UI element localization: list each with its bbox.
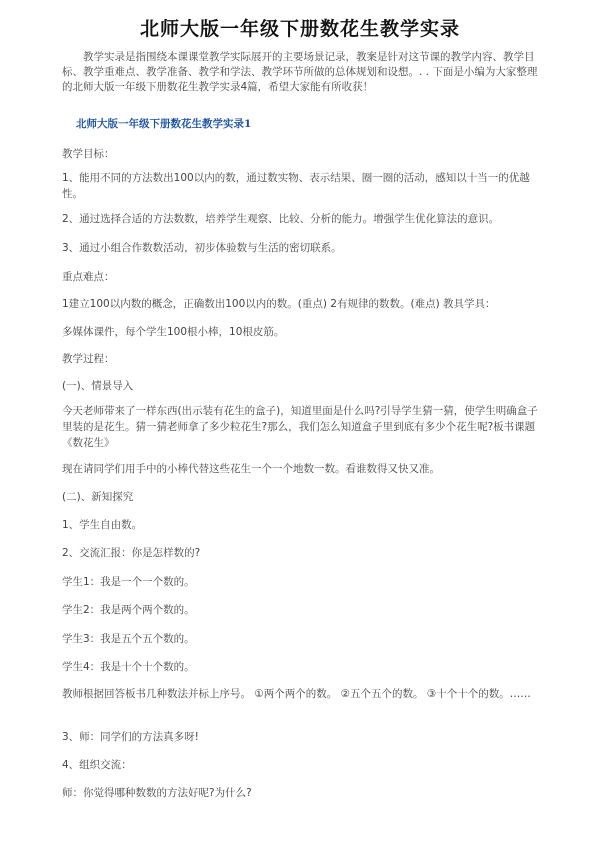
intro-paragraph: 教学实录是指围绕本课课堂教学实际展开的主要场景记录，教案是针对这节课的教学内容、教学目标、教学重难点、教学准备、教学和学法、教学环节所做的总体规划和设想。. . 下面是小编为大家整理的北师大版一年级下册数花生教学实录4篇，希望大家能有所收获！: [62, 51, 538, 93]
paragraph-key-points: 1建立100以内数的概念，正确数出100以内的数。(重点) 2有规律的数数。(难点) 教具学具：: [62, 298, 496, 310]
paragraph-teacher-question: 师：你觉得哪种数数的方法好呢?为什么?: [62, 787, 252, 799]
paragraph-discussion: 4、组织交流：: [62, 759, 132, 771]
paragraph-intro-scenario: 今天老师带来了一样东西(出示装有花生的盒子)，知道里面是什么吗?引导学生猜一猜，使学生明确盒子里装的是花生。猜一猜老师拿了多少粒花生?那么，我们怎么知道盒子里到底有多少个花生呢?板书课题《数花生》: [62, 405, 538, 449]
paragraph-teacher-praise: 3、师：同学们的方法真多呀!: [62, 731, 199, 743]
paragraph-objective-2: 2、通过选择合适的方法数数，培养学生观察、比较、分析的能力。增强学生优化算法的意识。: [62, 213, 500, 225]
paragraph-student-4: 学生4：我是十个十个数的。: [62, 661, 195, 673]
paragraph-objective-3: 3、通过小组合作数数活动，初步体验数与生活的密切联系。: [62, 242, 342, 254]
document-title: 北师大版一年级下册数花生教学实录: [139, 18, 460, 40]
paragraph-key-points-heading: 重点难点：: [62, 271, 115, 283]
section-heading: 北师大版一年级下册数花生教学实录1: [76, 118, 252, 130]
paragraph-materials: 多媒体课件，每个学生100根小棒，10根皮筋。: [62, 326, 285, 338]
paragraph-board-methods: 教师根据回答板书几种数法并标上序号。 ①两个两个的数。 ②五个五个的数。 ③十个十个的数。……: [62, 688, 531, 700]
paragraph-student-2: 学生2：我是两个两个数的。: [62, 604, 195, 616]
paragraph-free-count: 1、学生自由数。: [62, 519, 143, 531]
paragraph-objective-1: 1、能用不同的方法数出100以内的数，通过数实物、表示结果、圈一圈的活动，感知以十当一的优越性。: [62, 172, 530, 200]
paragraph-counting-task: 现在请同学们用手中的小棒代替这些花生一个一个地数一数。看谁数得又快又准。: [62, 463, 440, 475]
paragraph-process-heading: 教学过程：: [62, 353, 115, 365]
paragraph-student-3: 学生3：我是五个五个数的。: [62, 633, 195, 645]
paragraph-report: 2、交流汇报：你是怎样数的?: [62, 547, 201, 559]
paragraph-objectives-heading: 教学目标：: [62, 148, 115, 160]
paragraph-step-2-heading: (二)、新知探究: [62, 491, 134, 503]
paragraph-student-1: 学生1：我是一个一个数的。: [62, 576, 195, 588]
paragraph-step-1-heading: (一)、情景导入: [62, 380, 134, 392]
